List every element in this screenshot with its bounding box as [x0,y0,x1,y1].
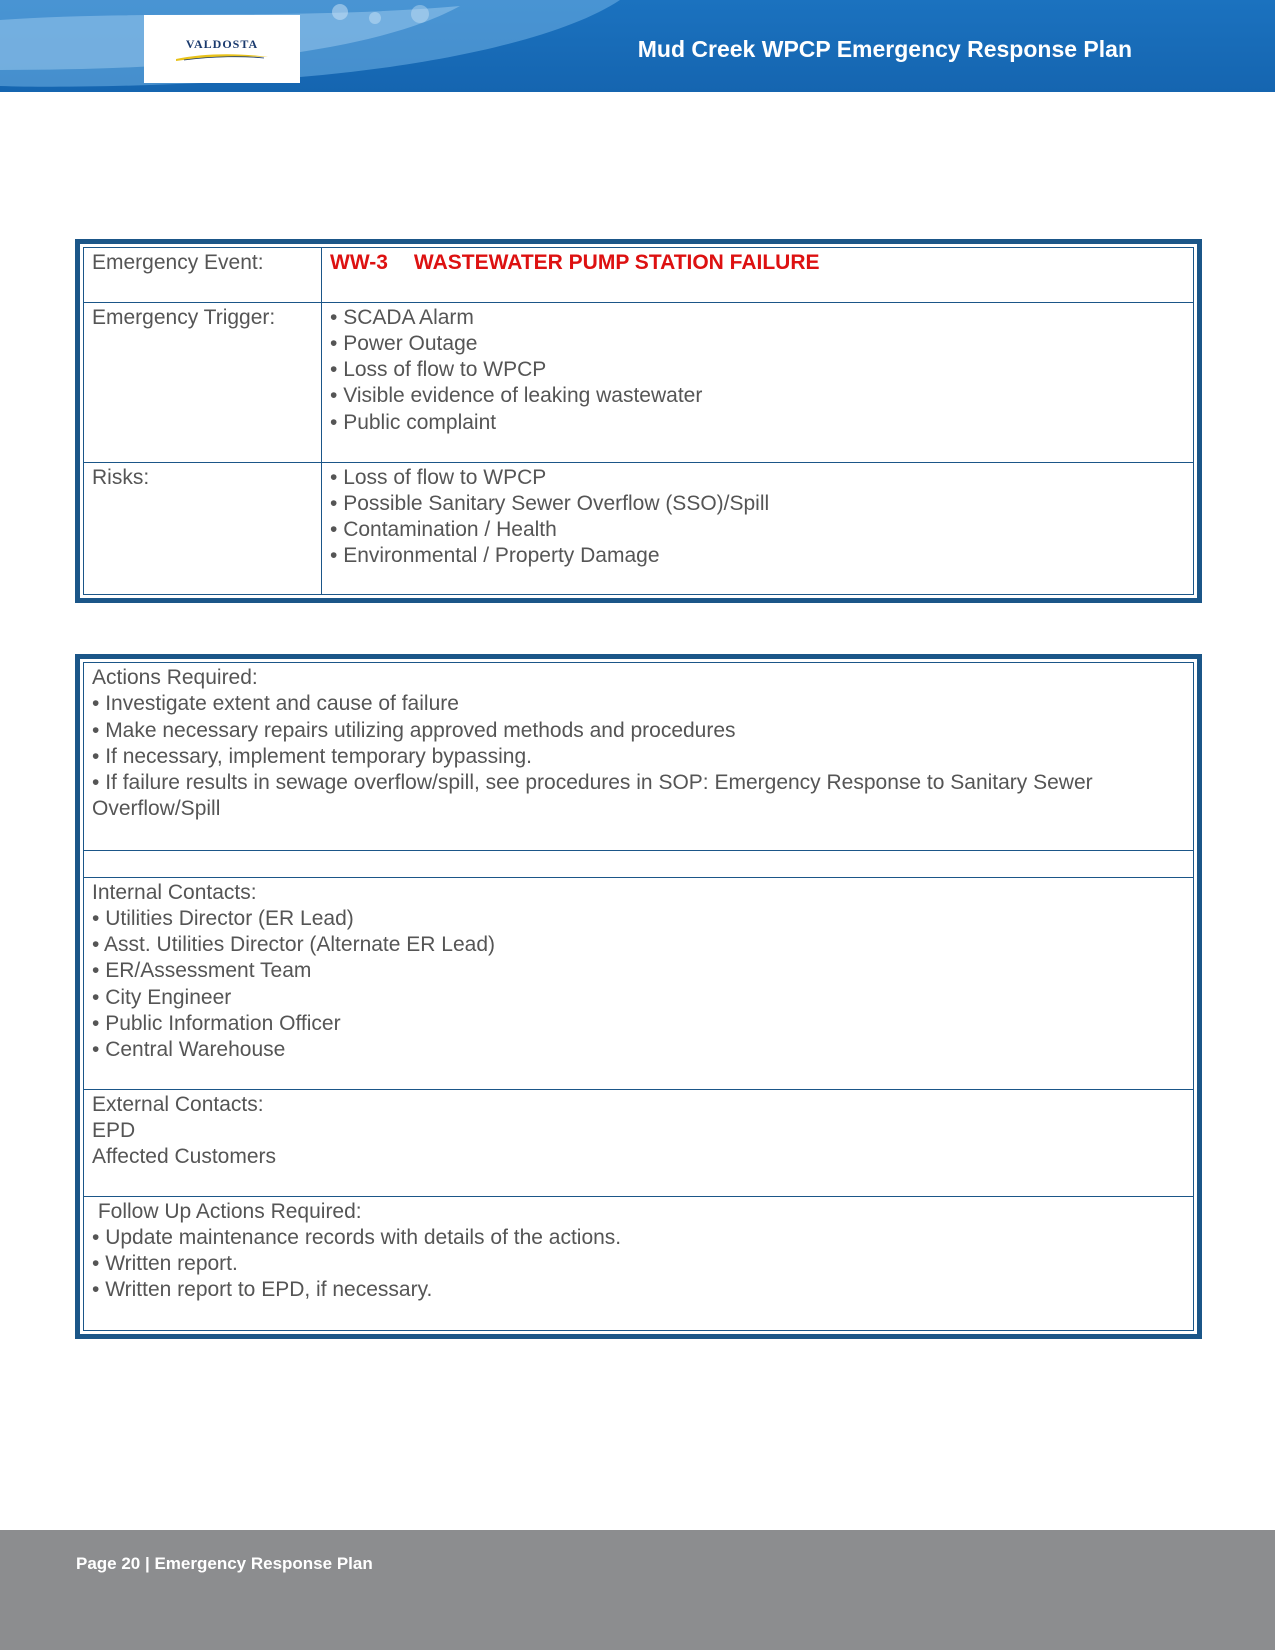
valdosta-logo [144,15,300,83]
actions-table [84,663,1193,1330]
list-item: • If necessary, implement temporary bypassing. [92,744,1185,770]
page-header [0,0,1275,92]
trigger-label: Emergency Trigger: [84,302,322,462]
event-table-frame [75,239,1202,603]
followup-cell [84,1196,1193,1330]
list-item: • Asst. Utilities Director (Alternate ER Lead) [92,932,1185,958]
followup-list [92,1225,1185,1304]
page-footer [0,1530,1275,1650]
header-title: Mud Creek WPCP Emergency Response Plan [637,36,1132,62]
logo-text: VALDOSTA [185,37,259,51]
empty-row [84,850,1193,877]
risks-row [84,462,1193,594]
trigger-list [330,305,1185,436]
external-contacts-row [84,1089,1193,1196]
list-item: • Written report. [92,1251,1185,1277]
list-item: • SCADA Alarm [330,305,1185,331]
list-item: • Update maintenance records with details of the actions. [92,1225,1185,1251]
actions-label: Actions Required: [92,666,258,689]
list-item: • City Engineer [92,985,1185,1011]
footer-page-label: Page 20 | Emergency Response Plan [76,1554,373,1573]
actions-table-frame [75,654,1202,1339]
internal-contacts-cell [84,877,1193,1089]
actions-list [92,691,1185,822]
external-contact: EPD [92,1118,136,1142]
actions-cell [84,663,1193,850]
list-item: • Central Warehouse [92,1037,1185,1063]
list-item: • Possible Sanitary Sewer Overflow (SSO)/Spill [330,491,1185,517]
event-title-cell [322,248,1194,302]
internal-contacts-row [84,877,1193,1089]
list-item: • Public complaint [330,410,1185,436]
empty-cell [84,850,1193,877]
event-label: Emergency Event: [84,248,322,302]
list-item: • Loss of flow to WPCP [330,465,1185,491]
list-item: • Power Outage [330,331,1185,357]
list-item: • Utilities Director (ER Lead) [92,906,1185,932]
risks-cell [322,462,1194,594]
external-contact: Affected Customers [92,1145,277,1169]
followup-label: Follow Up Actions Required: [92,1199,362,1223]
list-item: • Environmental / Property Damage [330,543,1185,569]
list-item: • ER/Assessment Team [92,958,1185,984]
list-item: • Public Information Officer [92,1011,1185,1037]
list-item: • Loss of flow to WPCP [330,357,1185,383]
list-item: • Make necessary repairs utilizing approved methods and procedures [92,718,1185,744]
event-code: WW-3 [330,251,388,274]
list-item: • Written report to EPD, if necessary. [92,1277,1185,1303]
followup-row [84,1196,1193,1330]
external-contacts-label: External Contacts: [92,1092,264,1116]
trigger-row [84,302,1193,462]
list-item: • Visible evidence of leaking wastewater [330,383,1185,409]
external-contacts-cell [84,1089,1193,1196]
internal-contacts-label: Internal Contacts: [92,880,257,904]
list-item: • Investigate extent and cause of failure [92,691,1185,717]
logo-swoosh-icon [174,51,270,63]
actions-row [84,663,1193,850]
trigger-cell [322,302,1194,462]
risks-list [330,465,1185,570]
event-table [84,248,1193,594]
internal-contacts-list [92,906,1185,1064]
event-title: WASTEWATER PUMP STATION FAILURE [413,251,820,274]
list-item: • Contamination / Health [330,517,1185,543]
list-item: • If failure results in sewage overflow/spill, see procedures in SOP: Emergency Response to Sanitary Sewer Overflow/Spill [92,770,1185,823]
risks-label: Risks: [84,462,322,594]
event-row [84,248,1193,302]
